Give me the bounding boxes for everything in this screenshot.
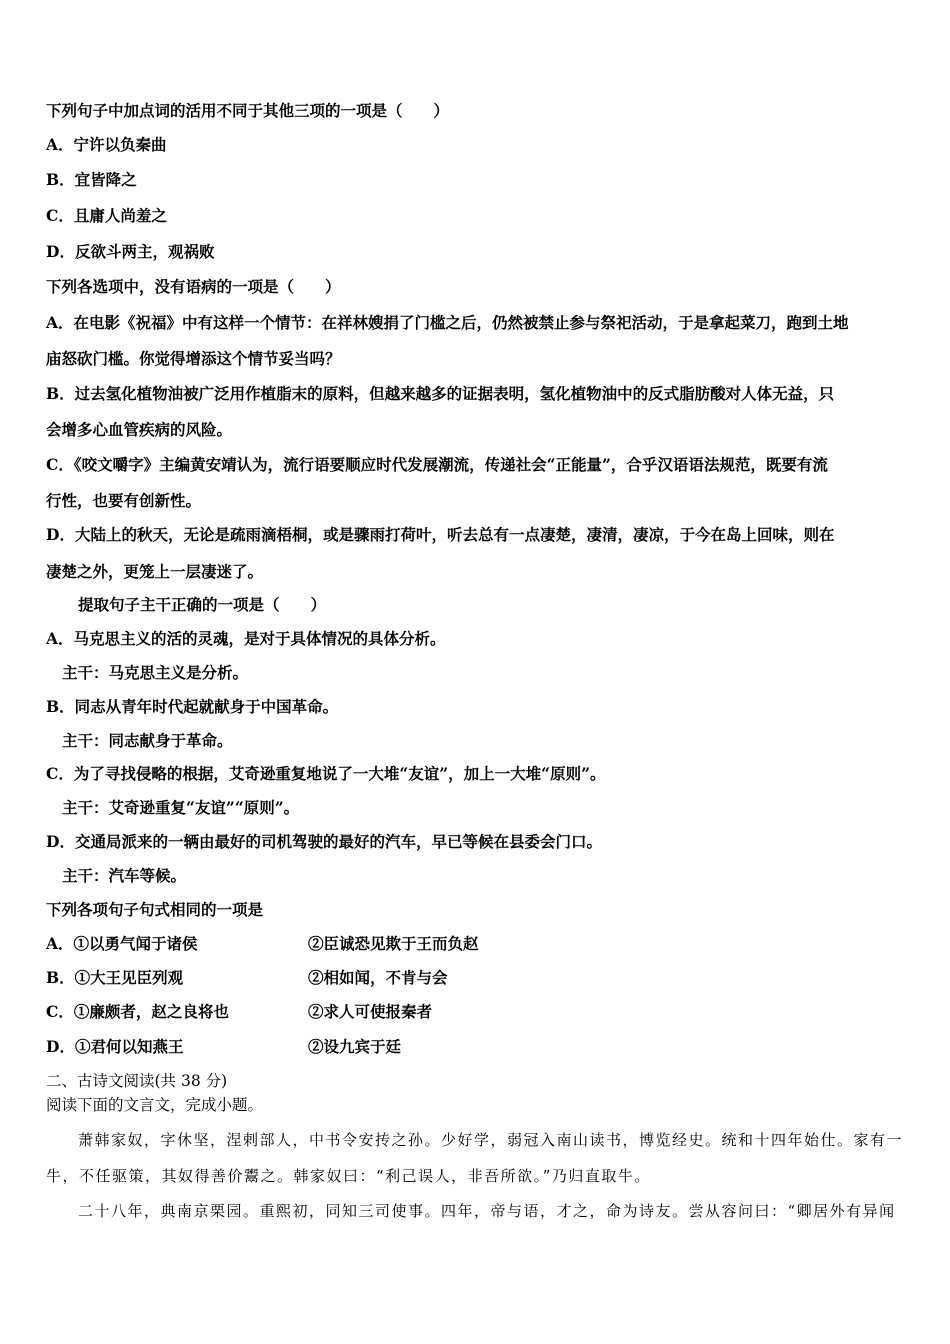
section-heading: 二、古诗文阅读(共 38 分) [46, 1072, 228, 1090]
option-text: 宁许以负秦曲 [73, 135, 167, 154]
q1-option-a[interactable] [46, 135, 908, 155]
q4-option-b[interactable] [46, 968, 908, 988]
passage-paragraph-1: 萧韩家奴，字休坚，涅剌部人，中书令安抟之孙。少好学，弱冠入南山读书，博览经史。统和十四年始仕。家有一 [78, 1131, 904, 1149]
q2-option-a-cont: 庙怒砍门槛。你觉得增添这个情节妥当吗？ [46, 349, 341, 368]
option-letter: A． [46, 313, 74, 332]
option-text: 且庸人尚羞之 [73, 206, 167, 225]
q1-stem: 下列句子中加点词的活用不同于其他三项的一项是（ ） [46, 101, 450, 120]
q2-option-c[interactable] [46, 455, 908, 475]
option-sentence-2: ②设九宾于廷 [308, 1037, 402, 1056]
q4-option-d[interactable] [46, 1037, 908, 1057]
option-sentence-2: ②臣诚恐见欺于王而负赵 [308, 934, 479, 953]
option-sentence-2: ②相如闻，不肯与会 [308, 968, 448, 987]
q1-option-b[interactable] [46, 170, 908, 190]
q3-option-a-trunk: 主干：马克思主义是分析。 [62, 663, 249, 682]
option-sentence-1: ①以勇气闻于诸侯 [73, 934, 198, 953]
option-letter: A． [46, 135, 74, 154]
option-sentence-1: ①君何以知燕王 [74, 1037, 184, 1056]
option-text: 交通局派来的一辆由最好的司机驾驶的最好的汽车，早已等候在县委会门口。 [74, 832, 602, 851]
option-letter: D． [46, 525, 75, 544]
q2-option-a[interactable] [46, 313, 908, 333]
option-letter: C． [46, 206, 74, 225]
option-letter: B． [46, 170, 75, 189]
q3-option-d[interactable] [46, 832, 908, 852]
section-instruction: 阅读下面的文言文，完成小题。 [46, 1096, 264, 1114]
q2-option-d-cont: 凄楚之外，更笼上一层凄迷了。 [46, 562, 264, 581]
option-sentence-1: ①廉颇者，赵之良将也 [73, 1002, 229, 1021]
q3-option-d-trunk: 主干：汽车等候。 [62, 866, 187, 885]
q2-option-b-cont: 会增多心血管疾病的风险。 [46, 420, 233, 439]
q2-option-c-cont: 行性，也要有创新性。 [46, 491, 202, 510]
option-sentence-2: ②求人可使报秦者 [308, 1002, 433, 1021]
option-text: 马克思主义的活的灵魂，是对于具体情况的具体分析。 [73, 629, 446, 648]
option-letter: D． [46, 1037, 75, 1056]
option-letter: A． [46, 934, 74, 953]
q3-stem: 提取句子主干正确的一项是（ ） [78, 595, 327, 614]
q1-option-d[interactable] [46, 242, 908, 262]
q4-option-a[interactable] [46, 934, 908, 954]
q3-option-b[interactable] [46, 697, 908, 717]
option-text: 为了寻找侵略的根据，艾奇逊重复地说了一大堆“友谊”，加上一大堆“原则”。 [73, 764, 606, 783]
option-text: 在电影《祝福》中有这样一个情节：在祥林嫂捐了门槛之后，仍然被禁止参与祭祀活动，于是拿起菜刀，跑到土地 [73, 313, 849, 332]
option-text: 《咬文嚼字》主编黄安靖认为，流行语要顺应时代发展潮流，传递社会“正能量”，合乎汉语语法规范，既要有流 [73, 455, 828, 474]
passage-paragraph-1-cont: 牛，不任驱策，其奴得善价鬻之。韩家奴曰：“利己误人，非吾所欲。”乃归直取牛。 [46, 1167, 651, 1185]
option-letter: B． [46, 968, 75, 987]
passage-paragraph-2: 二十八年，典南京栗园。重熙初，同知三司使事。四年，帝与语，才之，命为诗友。尝从容问曰：“卿居外有异闻 [78, 1202, 896, 1220]
option-letter: A． [46, 629, 74, 648]
option-letter: C． [46, 1002, 74, 1021]
q1-option-c[interactable] [46, 206, 908, 226]
option-text: 宜皆降之 [74, 170, 137, 189]
q4-option-c[interactable] [46, 1002, 908, 1022]
q2-stem: 下列各选项中，没有语病的一项是（ ） [46, 277, 341, 296]
option-letter: D． [46, 832, 75, 851]
option-letter: B． [46, 697, 75, 716]
q3-option-c[interactable] [46, 764, 908, 784]
option-letter: D． [46, 242, 75, 261]
option-text: 反欲斗两主，观祸败 [74, 242, 215, 261]
option-letter: C． [46, 764, 74, 783]
q4-stem: 下列各项句子句式相同的一项是 [46, 900, 264, 919]
q3-option-b-trunk: 主干：同志献身于革命。 [62, 731, 233, 750]
option-text: 大陆上的秋天，无论是疏雨滴梧桐，或是骤雨打荷叶，听去总有一点凄楚，凄清，凄凉，于今在岛上回味，则在 [74, 525, 835, 544]
q2-option-d[interactable] [46, 525, 908, 545]
option-sentence-1: ①大王见臣列观 [74, 968, 184, 987]
q3-option-a[interactable] [46, 629, 908, 649]
q3-option-c-trunk: 主干：艾奇逊重复“友谊”“原则”。 [62, 798, 300, 817]
option-text: 过去氢化植物油被广泛用作植脂末的原料，但越来越多的证据表明，氢化植物油中的反式脂肪酸对人体无益，只 [74, 384, 835, 403]
option-text: 同志从青年时代起就献身于中国革命。 [74, 697, 339, 716]
q2-option-b[interactable] [46, 384, 908, 404]
option-letter: B． [46, 384, 75, 403]
option-letter: C． [46, 455, 74, 474]
